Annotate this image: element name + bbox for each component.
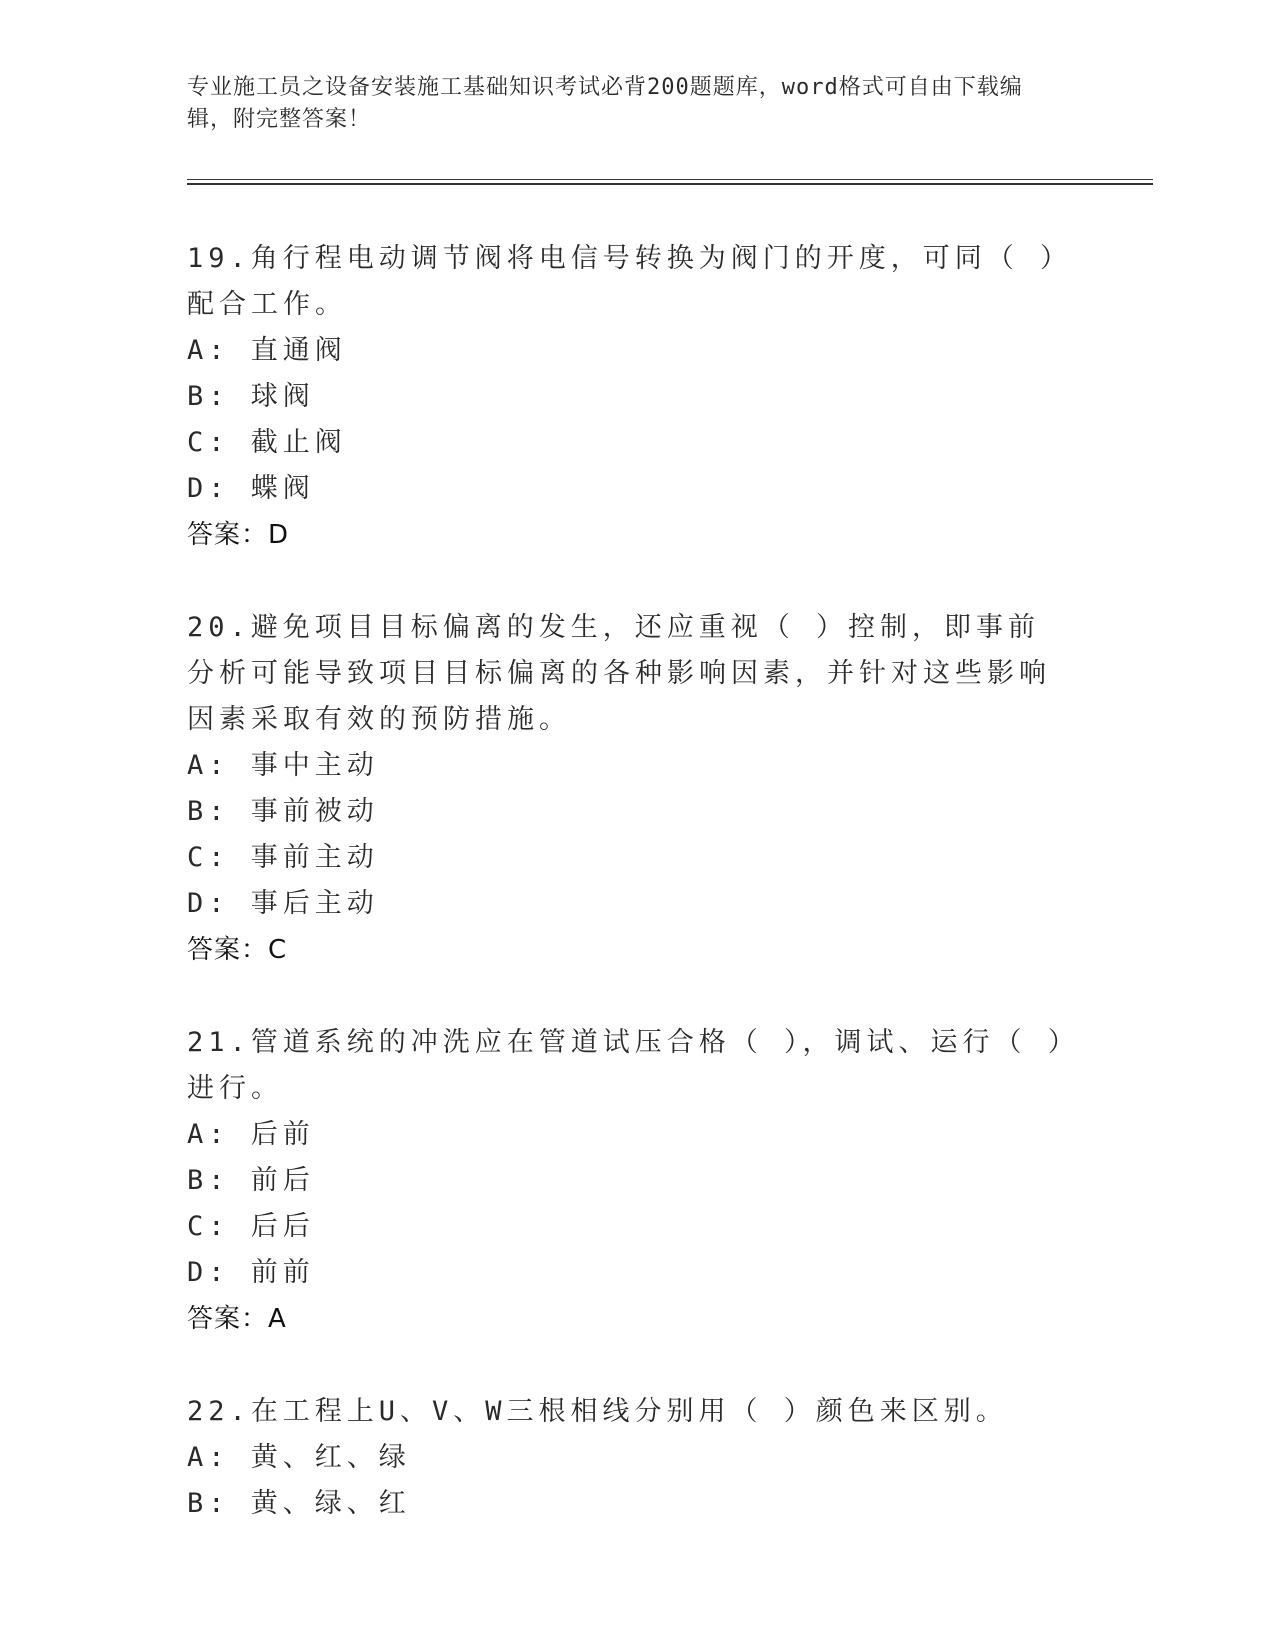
- option-a: A: 黄、红、绿: [187, 1442, 411, 1473]
- option-a: A: 后前: [187, 1119, 315, 1150]
- question-list: [187, 236, 1067, 1574]
- option-a: A: 事中主动: [187, 750, 379, 781]
- option-b: B: 球阀: [187, 381, 315, 412]
- option-b: B: 事前被动: [187, 796, 379, 827]
- header-divider-thin: [187, 179, 1153, 180]
- question-22: [187, 1389, 1067, 1527]
- answer-line: 答案：A: [187, 1304, 287, 1334]
- question-19: [187, 236, 1067, 558]
- option-b: B: 黄、绿、红: [187, 1488, 411, 1519]
- question-text: 21.管道系统的冲洗应在管道试压合格（ ），调试、运行（ ）进行。: [187, 1027, 1067, 1104]
- option-a: A: 直通阀: [187, 335, 347, 366]
- question-text: 19.角行程电动调节阀将电信号转换为阀门的开度，可同（ ）配合工作。: [187, 243, 1059, 320]
- header-divider-thick: [187, 183, 1153, 185]
- option-c: C: 事前主动: [187, 842, 379, 873]
- option-c: C: 截止阀: [187, 427, 347, 458]
- option-d: D: 前前: [187, 1257, 315, 1288]
- option-d: D: 事后主动: [187, 888, 379, 919]
- document-header: 专业施工员之设备安装施工基础知识考试必背200题题库，word格式可自由下载编辑，附完整答案！: [187, 75, 1023, 132]
- answer-line: 答案：D: [187, 520, 290, 550]
- option-b: B: 前后: [187, 1165, 315, 1196]
- question-21: [187, 1020, 1067, 1342]
- option-d: D: 蝶阀: [187, 473, 315, 504]
- question-text: 22.在工程上U、V、W三根相线分别用（ ）颜色来区别。: [187, 1396, 1008, 1427]
- option-c: C: 后后: [187, 1211, 315, 1242]
- answer-line: 答案：C: [187, 935, 288, 965]
- question-20: [187, 605, 1067, 973]
- question-text: 20.避免项目目标偏离的发生，还应重视（ ）控制，即事前分析可能导致项目目标偏离的各种影响因素，并针对这些影响因素采取有效的预防措施。: [187, 612, 1051, 735]
